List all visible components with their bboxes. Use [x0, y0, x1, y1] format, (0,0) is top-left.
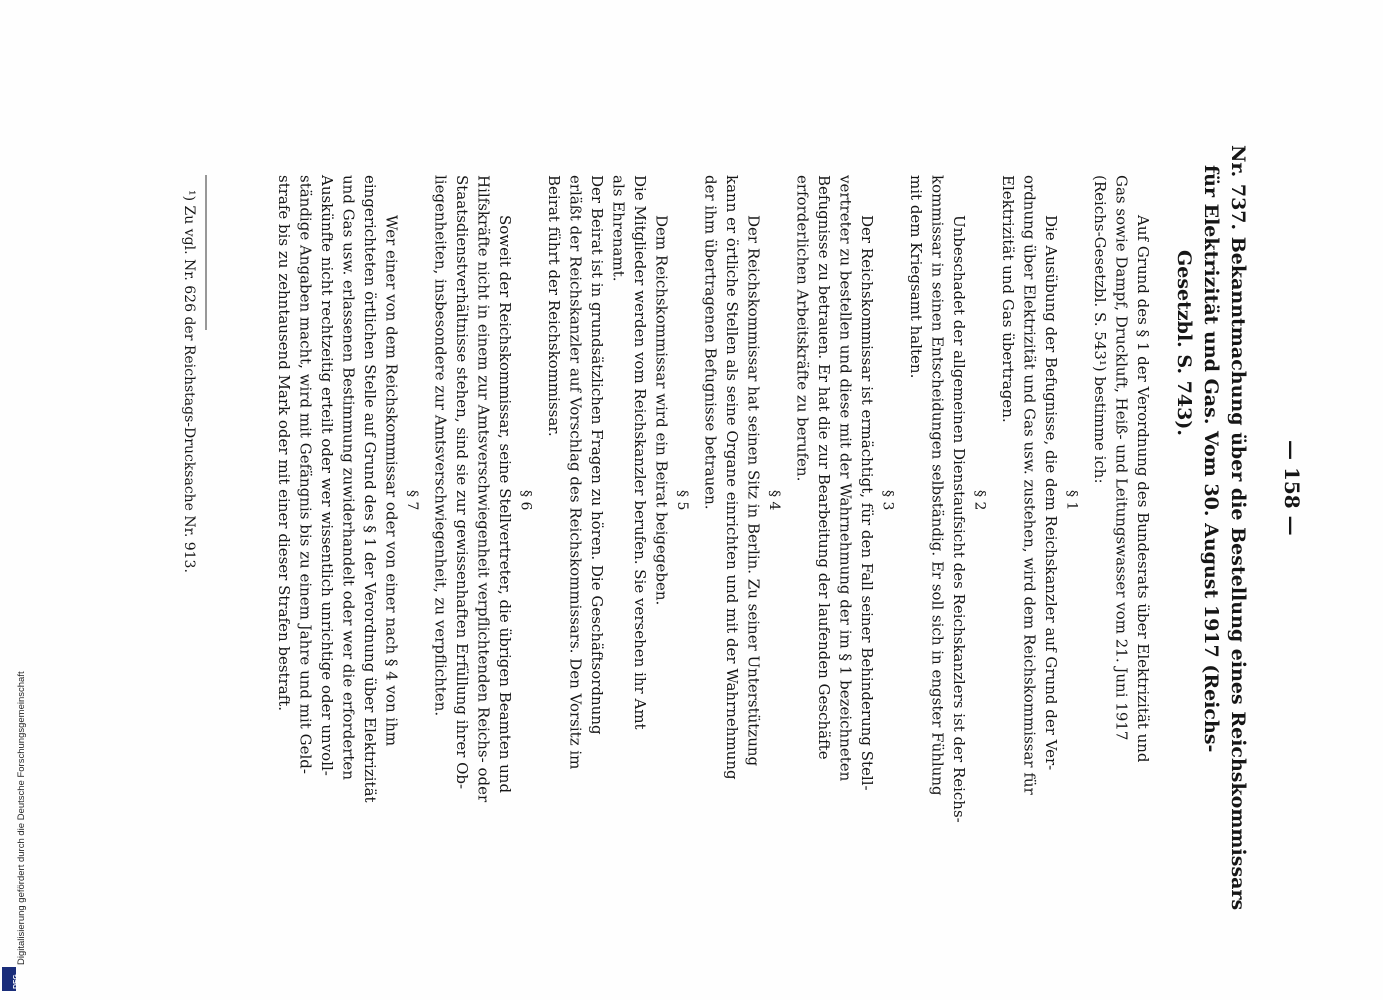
s5-heading: § 5	[674, 490, 690, 511]
digitization-credit	[2, 607, 27, 965]
s2-line: kommissar in seinen Entscheidungen selbständig. Er soll sich in engster Fühlung	[928, 175, 947, 796]
s5-line: Dem Reichskommissar wird ein Beirat beigegeben.	[652, 215, 671, 606]
s2-line: Unbeschadet der allgemeinen Dienstaufsicht des Reichskanzlers ist der Reichs-	[950, 215, 968, 823]
s3-heading: § 3	[879, 490, 896, 511]
s6-line: liegenheiten, insbesondere zur Amtsverschwiegenheit, zu verpflichten.	[431, 175, 450, 717]
dfg-logo-text: DFG	[13, 974, 20, 989]
s7-line: eingerichteten örtlichen Stelle auf Grund des § 1 der Verordnung über Elektrizität	[361, 175, 379, 803]
s4-line: kann er örtliche Stellen als seine Organe einrichten und mit der Wahrnehmung	[723, 175, 741, 780]
s1-heading: § 1	[1063, 490, 1080, 511]
s4-heading: § 4	[766, 490, 782, 511]
intro-line: Auf Grund des § 1 der Verordnung des Bundesrats über Elektrizität und	[1134, 215, 1152, 763]
s6-heading: § 6	[517, 490, 534, 511]
s5-line: Der Beirat ist in grundsätzlichen Fragen zu hören. Die Geschäftsordnung	[588, 175, 606, 735]
s1-line: Elektrizität und Gas übertragen.	[999, 175, 1017, 423]
s1-line: Die Ausübung der Befugnisse, die dem Reichskanzler auf Grund der Ver-	[1042, 215, 1060, 771]
s3-line: vertreter zu bestellen und diese mit der Wahrnehmung der im § 1 bezeichneten	[836, 175, 855, 782]
dfg-logo	[2, 967, 20, 991]
s1-line: ordnung über Elektrizität und Gas usw. zustehen, wird dem Reichskommissar für	[1020, 175, 1039, 795]
s7-line: Auskünfte nicht rechtzeitig erteilt oder wer wissentlich unrichtige oder unvoll-	[318, 175, 336, 776]
s7-heading: § 7	[404, 490, 420, 511]
s6-line: Soweit der Reichskommissar, seine Stellvertreter, die übrigen Beamten und	[496, 215, 514, 794]
s5-line: erläßt der Reichskanzler auf Vorschlag des Reichskommissars. Den Vorsitz im	[566, 175, 585, 770]
s2-line: mit dem Kriegsamt halten.	[907, 175, 925, 379]
s5-line: als Ehrenamt.	[609, 175, 628, 282]
s6-line: Hilfskräfte nicht in einem zur Amtsverschwiegenheit verpflichtenden Reichs- oder	[474, 175, 493, 803]
s6-line: Staatsdienstverhältnisse stehen, sind sie zur gewissenhaften Erfüllung ihrer Ob-	[453, 175, 471, 790]
s5-line: Beirat führt der Reichskommissar.	[545, 175, 563, 437]
s2-heading: § 2	[971, 490, 988, 511]
s7-line: Wer einer von dem Reichskommissar oder von einer nach § 4 von ihm	[382, 215, 401, 747]
s7-line: und Gas usw. erlassenen Bestimmung zuwiderhandelt oder wer die erforderten	[339, 175, 358, 780]
s3-line: Der Reichskommissar ist ermächtigt, für den Fall seiner Behinderung Stell-	[858, 215, 876, 791]
credit-text: Digitalisierung gefördert durch die Deutsche Forschungsgemeinschaft	[16, 671, 27, 965]
s3-line: Befugnisse zu betrauen. Er hat die zur Bearbeitung der laufenden Geschäfte	[815, 175, 833, 760]
heading-line-3: Gesetzbl. S. 743).	[1173, 250, 1195, 436]
s7-line: strafe bis zu zehntausend Mark oder mit einer dieser Strafen bestraft.	[275, 175, 293, 712]
s4-line: Der Reichskommissar hat seinen Sitz in Berlin. Zu seiner Unterstützung	[744, 215, 763, 767]
s4-line: der ihm übertragenen Befugnisse betrauen.	[701, 175, 720, 510]
s5-line: Die Mitglieder werden vom Reichskanzler berufen. Sie versehen ihr Amt	[631, 175, 649, 730]
intro-line: Gas sowie Dampf, Druckluft, Heiß- und Leitungswasser vom 21. Juni 1917	[1112, 175, 1131, 741]
heading-line-1: Nr. 737. Bekanntmachung über die Bestellung eines Reichskommissars	[1227, 145, 1249, 911]
s7-line: ständige Angaben macht, wird mit Gefängnis bis zu einem Jahre und mit Geld-	[296, 175, 315, 774]
heading-line-2: für Elektrizität und Gas. Vom 30. August 1917 (Reichs-	[1200, 165, 1222, 753]
footnote: ¹) Zu vgl. Nr. 626 der Reichstags-Drucksache Nr. 913.	[181, 190, 197, 573]
s3-line: erforderlichen Arbeitskräfte zu berufen.	[793, 175, 812, 482]
page-number: — 158 —	[1280, 440, 1304, 536]
intro-line: (Reichs-Gesetzbl. S. 543¹) bestimme ich:	[1091, 175, 1109, 484]
